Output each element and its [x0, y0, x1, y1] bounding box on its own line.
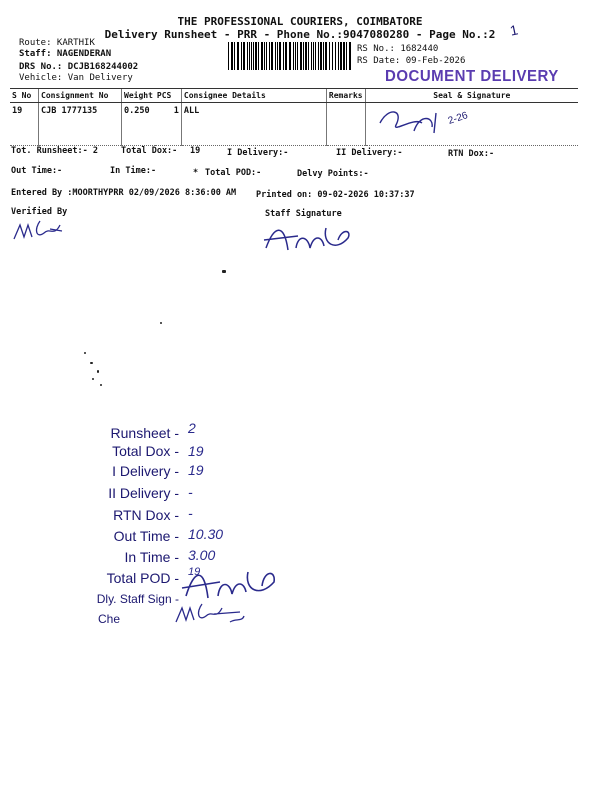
page-handwritten-mark: 1: [508, 21, 520, 39]
barcode-bar: [293, 42, 294, 70]
barcode-bar: [349, 42, 351, 70]
barcode-bar: [338, 42, 339, 70]
cell-remarks: [326, 103, 365, 146]
barcode-bar: [261, 42, 263, 70]
barcode-bar: [340, 42, 342, 70]
barcode-bar: [231, 42, 233, 70]
route-label: Route: KARTHIK: [19, 38, 95, 48]
col-consignee: Consignee Details: [181, 89, 326, 103]
rs-number: RS No.: 1682440: [357, 44, 439, 54]
staff-signature-label: Staff Signature: [265, 209, 342, 219]
barcode-bar: [289, 42, 291, 70]
cell-consignee: ALL: [181, 103, 326, 146]
total-dox-label: Total Dox:-: [121, 146, 178, 156]
stamp-i-delivery-value: 19: [188, 462, 204, 478]
barcode-bar: [264, 42, 265, 70]
barcode-bar: [266, 42, 267, 70]
stamp-ii-delivery-value: -: [188, 484, 193, 500]
col-consignment: Consignment No: [39, 89, 122, 103]
rtn-dox: RTN Dox:-: [448, 149, 495, 159]
barcode-bar: [228, 42, 229, 70]
out-time: Out Time:-: [11, 166, 63, 176]
table-row: [10, 103, 578, 146]
vehicle-label: Vehicle: Van Delivery: [19, 73, 133, 83]
stamp-staff-sign-label: Dly. Staff Sign -: [96, 592, 179, 606]
cell-weight: 0.250: [122, 103, 155, 146]
barcode-bar: [237, 42, 239, 70]
barcode-bar: [241, 42, 242, 70]
barcode-bar: [269, 42, 270, 70]
cell-seal-signature: [365, 103, 578, 146]
barcode-bar: [346, 42, 347, 70]
runsheet-table: [10, 88, 578, 146]
col-remarks: Remarks: [326, 89, 365, 103]
printed-on: Printed on: 09-02-2026 10:37:37: [256, 190, 415, 200]
barcode-bar: [320, 42, 322, 70]
table-header-row: [10, 89, 578, 103]
barcode-bar: [295, 42, 296, 70]
company-name: THE PROFESSIONAL COURIERS, COIMBATORE: [177, 15, 423, 28]
stamp-total-dox-label: Total Dox -: [112, 443, 179, 459]
stamp-in-time-value: 3.00: [188, 547, 216, 563]
entered-by: Entered By :MOORTHYPRR 02/09/2026 8:36:00 AM: [11, 188, 237, 198]
stamp-ii-delivery-label: II Delivery -: [108, 485, 179, 501]
barcode-bar: [234, 42, 235, 70]
stamp-in-time-label: In Time -: [124, 549, 179, 565]
barcode-bar: [332, 42, 333, 70]
barcode-bar: [285, 42, 287, 70]
staff-label: Staff: NAGENDERAN: [19, 49, 112, 59]
stamp-out-time-value: 10.30: [188, 526, 224, 542]
barcode-bar: [325, 42, 327, 70]
verified-by-label: Verified By: [11, 207, 68, 217]
stamp-rtn-dox-value: -: [188, 505, 193, 521]
barcode-bar: [275, 42, 276, 70]
barcode-bar: [308, 42, 309, 70]
stamp-runsheet-value: 2: [188, 420, 196, 436]
stamp-i-delivery-label: I Delivery -: [112, 463, 179, 479]
barcode-bar: [251, 42, 252, 70]
barcode-bar: [343, 42, 345, 70]
verifier-signature: [10, 215, 70, 245]
barcode-bar: [277, 42, 278, 70]
col-pcs: PCS: [155, 89, 182, 103]
rs-date: RS Date: 09-Feb-2026: [357, 56, 466, 66]
cell-sno: 19: [10, 103, 39, 146]
barcode-bar: [271, 42, 273, 70]
stamp-total-pod-value: 19: [188, 566, 201, 578]
scan-speck: [160, 322, 162, 324]
document-delivery-stamp: DOCUMENT DELIVERY: [385, 67, 559, 86]
barcode-bar: [315, 42, 316, 70]
barcode-bar: [279, 42, 281, 70]
col-sno: S No: [10, 89, 39, 103]
i-delivery: I Delivery:-: [227, 148, 289, 158]
barcode-bar: [305, 42, 307, 70]
runsheet-title: Delivery Runsheet - PRR - Phone No.:9047080280 - Page No.:2: [104, 28, 496, 41]
ii-delivery: II Delivery:-: [336, 148, 403, 158]
stamp-rtn-dox-label: RTN Dox -: [113, 507, 179, 523]
tot-runsheet: Tot. Runsheet:- 2: [11, 146, 98, 156]
drs-number: DRS No.: DCJB168244002: [19, 62, 139, 72]
barcode-bar: [311, 42, 312, 70]
stamp-total-pod-label: Total POD -: [106, 570, 179, 586]
delvy-points: Delvy Points:-: [297, 169, 369, 179]
in-time: In Time:-: [110, 166, 157, 176]
total-dox-value: 19: [190, 146, 201, 156]
dly-staff-signature: [180, 560, 280, 604]
stamp-runsheet-label: Runsheet -: [110, 425, 179, 441]
signature-date: 2-26: [446, 110, 469, 127]
barcode-bar: [303, 42, 304, 70]
total-pod-asterisk: *: [193, 168, 199, 178]
cell-consignment: CJB 1777135: [39, 103, 122, 146]
staff-signature-scrawl: [262, 218, 362, 258]
barcode-bar: [318, 42, 319, 70]
barcode-bar: [313, 42, 314, 70]
barcode-bar: [253, 42, 254, 70]
barcode-bar: [323, 42, 324, 70]
recipient-signature: [374, 103, 494, 137]
total-pod: Total POD:-: [205, 168, 262, 178]
scan-speck: [92, 378, 94, 380]
barcode-bar: [283, 42, 284, 70]
col-weight: Weight: [122, 89, 155, 103]
barcode-bar: [297, 42, 298, 70]
scan-speck: [100, 384, 102, 386]
barcode: [228, 42, 353, 70]
scan-speck: [97, 370, 99, 373]
barcode-bar: [335, 42, 336, 70]
cell-pcs: 1: [155, 103, 182, 146]
barcode-bar: [329, 42, 330, 70]
stamp-out-time-label: Out Time -: [113, 528, 179, 544]
barcode-bar: [249, 42, 250, 70]
checked-by-signature: [170, 600, 250, 628]
stamp-checked-label: Che: [97, 612, 120, 626]
scan-speck: [90, 362, 93, 364]
barcode-bar: [258, 42, 259, 70]
barcode-bar: [243, 42, 245, 70]
stamp-total-dox-value: 19: [188, 443, 204, 459]
barcode-bar: [255, 42, 257, 70]
scan-speck: [222, 270, 226, 273]
scan-speck: [84, 352, 86, 354]
barcode-bar: [300, 42, 302, 70]
barcode-bar: [247, 42, 248, 70]
col-seal-signature: Seal & Signature: [365, 89, 578, 103]
